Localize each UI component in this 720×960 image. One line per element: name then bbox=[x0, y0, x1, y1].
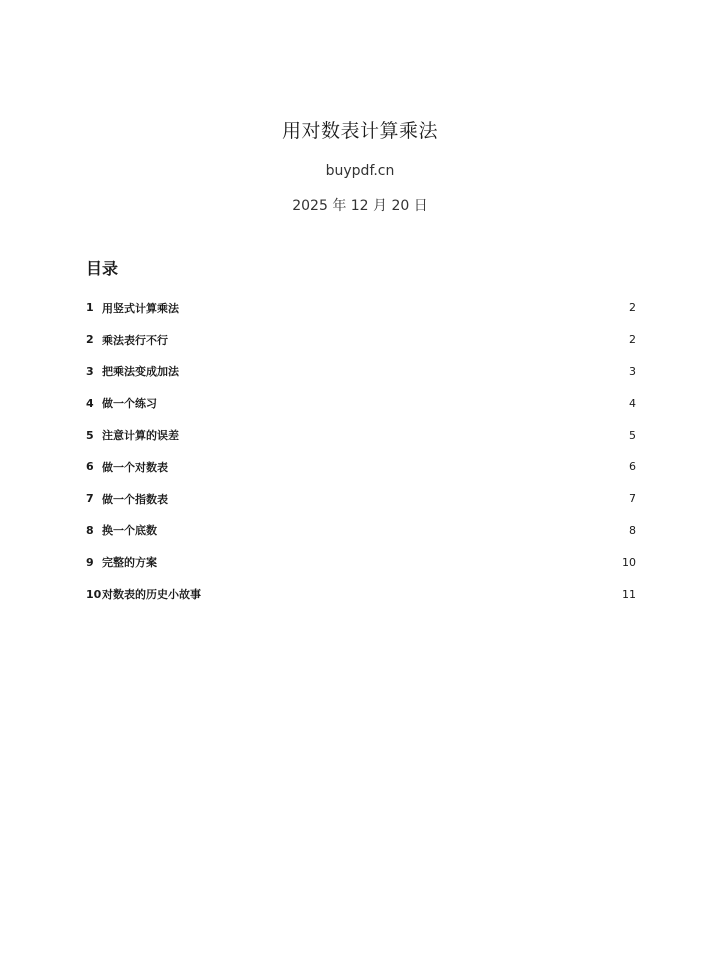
toc-entry-page: 8 bbox=[629, 523, 636, 537]
toc-entry-page: 2 bbox=[629, 333, 636, 347]
toc-entry[interactable] bbox=[86, 546, 636, 578]
toc-entry-number: 5 bbox=[86, 428, 94, 442]
toc-entry-number: 1 bbox=[86, 301, 94, 315]
document-date: 2025 年 12 月 20 日 bbox=[292, 198, 428, 214]
toc-entry-page: 4 bbox=[629, 396, 636, 410]
document-author: buypdf.cn bbox=[325, 163, 395, 179]
toc-entry-number: 3 bbox=[86, 364, 94, 378]
table-of-contents bbox=[86, 292, 636, 610]
toc-entry-title[interactable]: 做一个对数表 bbox=[102, 460, 168, 474]
toc-entry-number: 4 bbox=[86, 396, 94, 410]
toc-entry[interactable] bbox=[86, 451, 636, 483]
toc-entry-number: 6 bbox=[86, 460, 94, 474]
toc-entry[interactable] bbox=[86, 387, 636, 419]
toc-entry-title[interactable]: 把乘法变成加法 bbox=[102, 365, 179, 379]
toc-entry-page: 10 bbox=[622, 555, 636, 569]
toc-heading: 目录 bbox=[86, 259, 119, 278]
toc-entry-number: 9 bbox=[86, 555, 94, 569]
toc-entry[interactable] bbox=[86, 515, 636, 547]
toc-entry[interactable] bbox=[86, 356, 636, 388]
toc-entry[interactable] bbox=[86, 324, 636, 356]
toc-entry-number: 10 bbox=[86, 587, 102, 601]
toc-entry-title[interactable]: 换一个底数 bbox=[102, 524, 157, 538]
toc-entry-page: 6 bbox=[629, 460, 636, 474]
toc-entry-page: 3 bbox=[629, 364, 636, 378]
toc-entry[interactable] bbox=[86, 578, 636, 610]
toc-entry-page: 2 bbox=[629, 301, 636, 315]
toc-entry-title[interactable]: 注意计算的误差 bbox=[102, 429, 179, 443]
toc-entry-number: 7 bbox=[86, 492, 94, 506]
toc-entry-title[interactable]: 做一个指数表 bbox=[102, 492, 168, 506]
document-title: 用对数表计算乘法 bbox=[281, 120, 438, 142]
toc-entry-title[interactable]: 完整的方案 bbox=[102, 556, 157, 570]
toc-entry-title[interactable]: 做一个练习 bbox=[102, 397, 157, 411]
toc-entry-number: 8 bbox=[86, 523, 94, 537]
toc-entry-page: 7 bbox=[629, 492, 636, 506]
toc-entry-title[interactable]: 用竖式计算乘法 bbox=[102, 301, 179, 315]
toc-entry-title[interactable]: 对数表的历史小故事 bbox=[102, 588, 201, 602]
toc-entry-title[interactable]: 乘法表行不行 bbox=[102, 333, 168, 347]
toc-entry-page: 5 bbox=[629, 428, 636, 442]
toc-entry-page: 11 bbox=[622, 587, 636, 601]
toc-entry[interactable] bbox=[86, 419, 636, 451]
toc-entry-number: 2 bbox=[86, 333, 94, 347]
toc-entry[interactable] bbox=[86, 292, 636, 324]
toc-entry[interactable] bbox=[86, 483, 636, 515]
